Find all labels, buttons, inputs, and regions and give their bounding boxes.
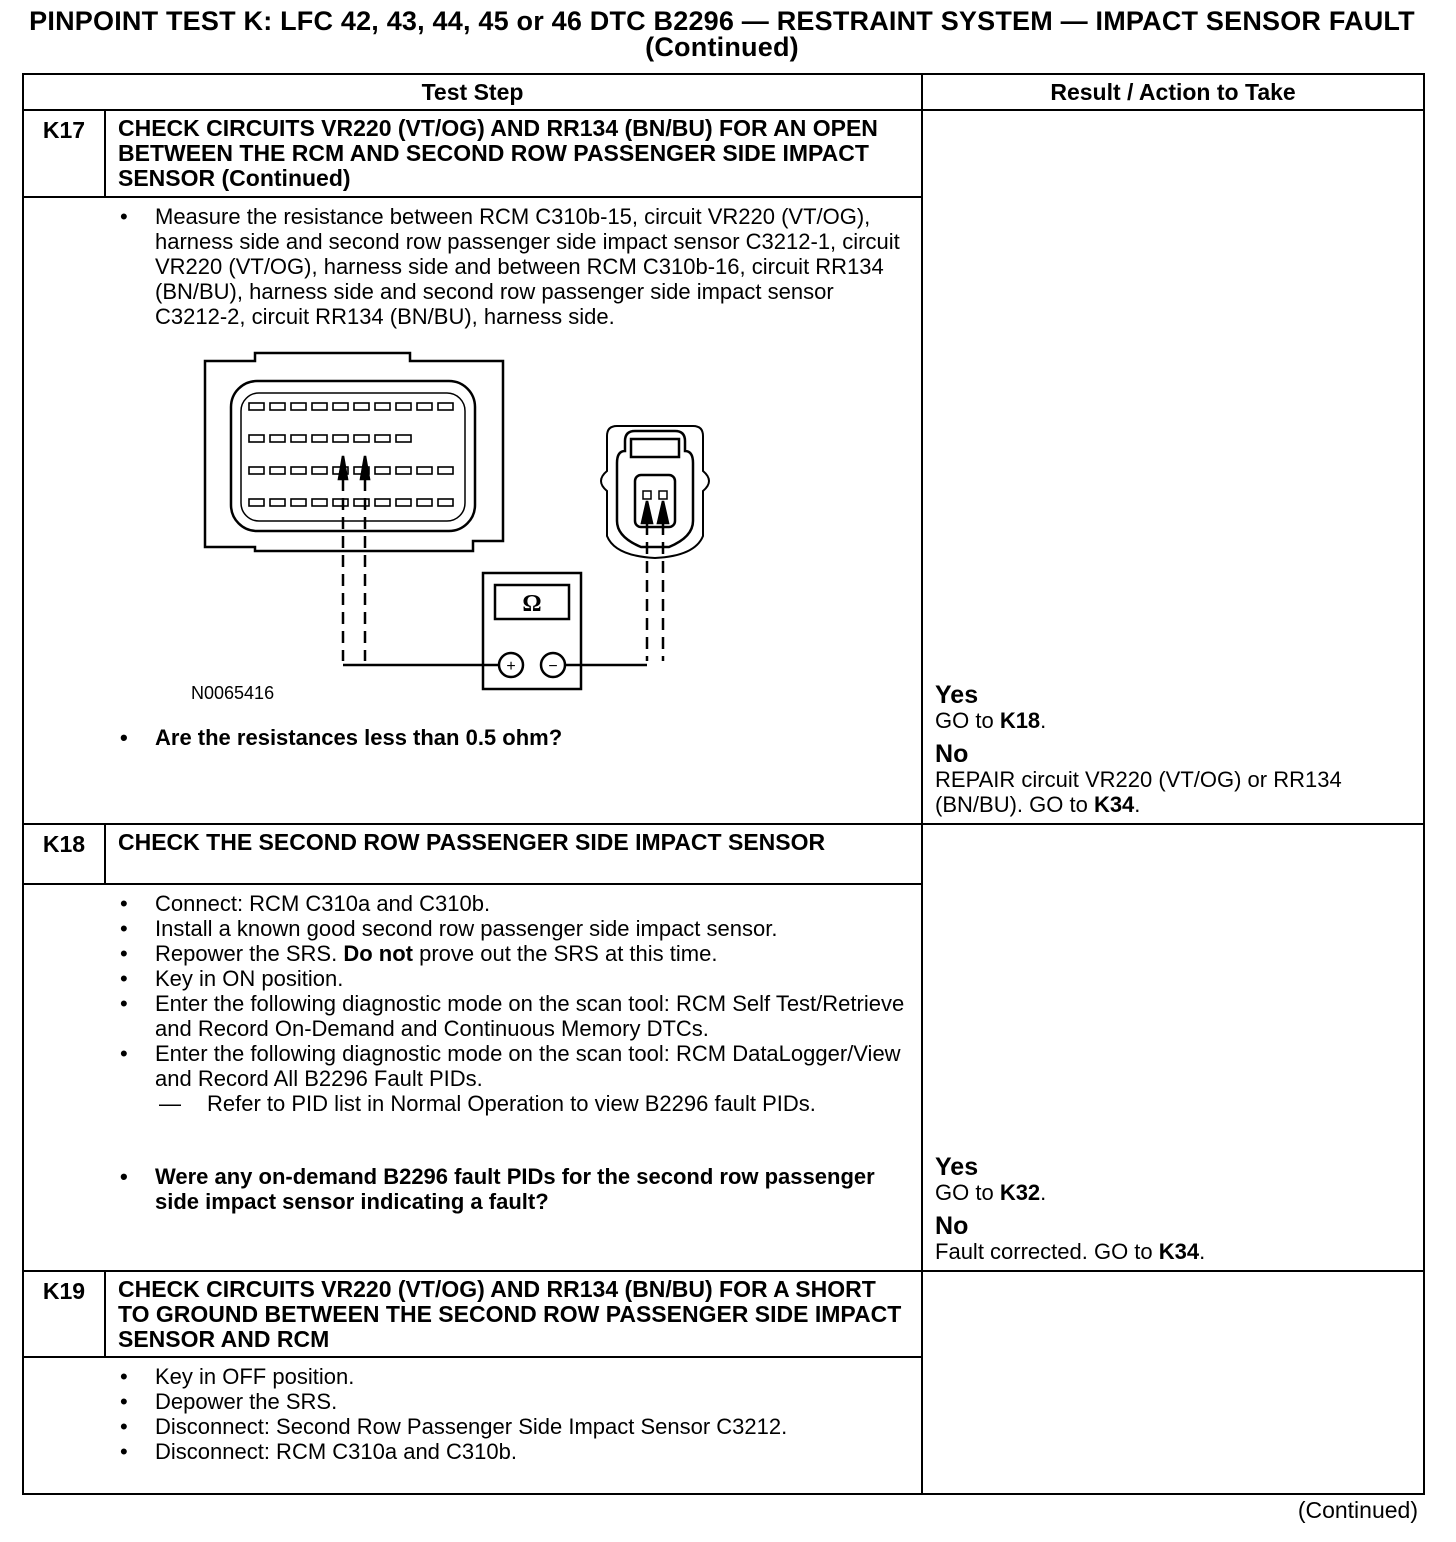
pin-cavity — [312, 403, 327, 410]
pin-cavity — [333, 403, 348, 410]
no-label-k18: No — [935, 1212, 969, 1240]
pin-cavity — [438, 403, 453, 410]
pin-cavity — [291, 467, 306, 474]
k19-title-row — [23, 1271, 1424, 1357]
goto-link-k18[interactable]: K18 — [999, 708, 1041, 733]
no-label-k17: No — [935, 740, 969, 768]
meter-minus-terminal: − — [548, 658, 558, 675]
pinpoint-test-table — [22, 73, 1425, 1495]
no-action-k18: Fault corrected. GO to K34. — [935, 1239, 1206, 1264]
pin-cavity — [291, 499, 306, 506]
yes-label-k17: Yes — [935, 681, 979, 709]
step-body-k19 — [105, 1357, 922, 1494]
step-item: • Disconnect: RCM C310a and C310b. — [105, 1439, 911, 1464]
step-subitem: — Refer to PID list in Normal Operation to view B2296 fault PIDs. — [105, 1091, 911, 1116]
pin-cavity — [396, 435, 411, 442]
pin-cavity — [438, 467, 453, 474]
pin-cavity — [354, 403, 369, 410]
step-item: • Disconnect: Second Row Passenger Side Impact Sensor C3212. — [105, 1414, 911, 1439]
probe-pair-sensor — [642, 501, 668, 661]
continued-note: (Continued) — [1297, 1497, 1418, 1523]
resistance-measurement-diagram — [155, 351, 755, 711]
pin-cavity — [291, 403, 306, 410]
step-id-k19: K19 — [23, 1271, 105, 1357]
pin-cavity — [270, 403, 285, 410]
yes-label-k18: Yes — [935, 1153, 979, 1181]
pin-cavity — [291, 435, 306, 442]
blank-cell — [23, 884, 105, 1271]
result-k17 — [922, 110, 1424, 824]
pin-cavity — [312, 435, 327, 442]
step-title-k18: CHECK THE SECOND ROW PASSENGER SIDE IMPACT SENSOR — [105, 824, 922, 884]
goto-link-k32[interactable]: K32 — [999, 1180, 1041, 1205]
pin-cavity — [312, 499, 327, 506]
pin-cavity — [249, 467, 264, 474]
pin-cavity — [375, 499, 390, 506]
figure-id: N0065416 — [191, 683, 275, 703]
pin-cavity — [417, 467, 432, 474]
step-item: • Key in ON position. — [105, 966, 911, 991]
yes-action-k17: GO to K18. — [935, 708, 1047, 733]
step-question-k17: • Are the resistances less than 0.5 ohm? — [105, 725, 911, 750]
rcm-pin-rows — [249, 403, 453, 506]
step-id-k18: K18 — [23, 824, 105, 884]
step-body-k17 — [105, 197, 922, 824]
pin-cavity — [417, 403, 432, 410]
pin-cavity — [249, 499, 264, 506]
result-k18 — [922, 824, 1424, 1271]
step-body-k18 — [105, 884, 922, 1271]
yes-action-k18: GO to K32. — [935, 1180, 1047, 1205]
pin-cavity — [354, 435, 369, 442]
step-item: • Measure the resistance between RCM C310b-15, circuit VR220 (VT/OG), harness side and second row passenger side impact sensor C3212-1, circuit VR220 (VT/OG), harness side and between RCM C310b-16, circuit RR134 (BN/BU), harness side and second row passenger side impact sensor C3212-2, circuit RR134 (BN/BU), harness side. — [105, 204, 911, 329]
goto-link-k34[interactable]: K34 — [1093, 792, 1135, 817]
step-item: • Repower the SRS. Do not prove out the SRS at this time. — [105, 941, 911, 966]
step-item: • Enter the following diagnostic mode on the scan tool: RCM DataLogger/View and Record All B2296 Fault PIDs. — [105, 1041, 911, 1091]
k18-title-row — [23, 824, 1424, 884]
blank-cell — [23, 1357, 105, 1494]
header-result: Result / Action to Take — [922, 74, 1424, 110]
pin-cavity — [375, 467, 390, 474]
pin-cavity — [417, 499, 432, 506]
step-id-k17: K17 — [23, 110, 105, 197]
page-title: PINPOINT TEST K: LFC 42, 43, 44, 45 or 46 DTC B2296 — RESTRAINT SYSTEM — IMPACT SENSOR FAULT (Continued) — [29, 6, 1415, 62]
goto-link-k34[interactable]: K34 — [1158, 1239, 1200, 1264]
pin-cavity — [333, 499, 348, 506]
step-item: • Key in OFF position. — [105, 1364, 911, 1389]
step-item: • Depower the SRS. — [105, 1389, 911, 1414]
pin-cavity — [438, 499, 453, 506]
k17-title-row — [23, 110, 1424, 197]
no-action-k17: REPAIR circuit VR220 (VT/OG) or RR134 (BN/BU). GO to K34. — [935, 767, 1342, 817]
step-title-k17: CHECK CIRCUITS VR220 (VT/OG) AND RR134 (BN/BU) FOR AN OPEN BETWEEN THE RCM AND SECOND ROW PASSENGER SIDE IMPACT SENSOR (Continued) — [105, 110, 922, 197]
rcm-connector-icon — [205, 353, 503, 551]
pin-cavity — [354, 499, 369, 506]
pin-cavity — [270, 435, 285, 442]
ohm-symbol: Ω — [522, 591, 542, 617]
pin-cavity — [396, 403, 411, 410]
step-question-k18: • Were any on-demand B2296 fault PIDs for the second row passenger side impact sensor indicating a fault? — [105, 1164, 911, 1214]
pin-cavity — [375, 435, 390, 442]
pin-cavity — [249, 403, 264, 410]
step-item: • Enter the following diagnostic mode on the scan tool: RCM Self Test/Retrieve and Record On-Demand and Continuous Memory DTCs. — [105, 991, 911, 1041]
pin-cavity — [333, 435, 348, 442]
result-k19 — [922, 1271, 1424, 1494]
meter-plus-terminal: + — [506, 658, 516, 675]
blank-cell — [23, 197, 105, 824]
step-item: • Connect: RCM C310a and C310b. — [105, 891, 911, 916]
probe-pair-rcm — [339, 456, 369, 661]
pin-cavity — [249, 435, 264, 442]
ohmmeter-icon — [343, 573, 647, 689]
impact-sensor-connector-icon — [601, 426, 709, 558]
header-row — [23, 74, 1424, 110]
pin-cavity — [312, 467, 327, 474]
pin-cavity — [270, 499, 285, 506]
header-test-step: Test Step — [23, 74, 922, 110]
pin-cavity — [396, 467, 411, 474]
step-item: • Install a known good second row passenger side impact sensor. — [105, 916, 911, 941]
pin-cavity — [270, 467, 285, 474]
pin-cavity — [375, 403, 390, 410]
pin-cavity — [396, 499, 411, 506]
step-title-k19: CHECK CIRCUITS VR220 (VT/OG) AND RR134 (BN/BU) FOR A SHORT TO GROUND BETWEEN THE SECOND ROW PASSENGER SIDE IMPACT SENSOR AND RCM — [105, 1271, 922, 1357]
